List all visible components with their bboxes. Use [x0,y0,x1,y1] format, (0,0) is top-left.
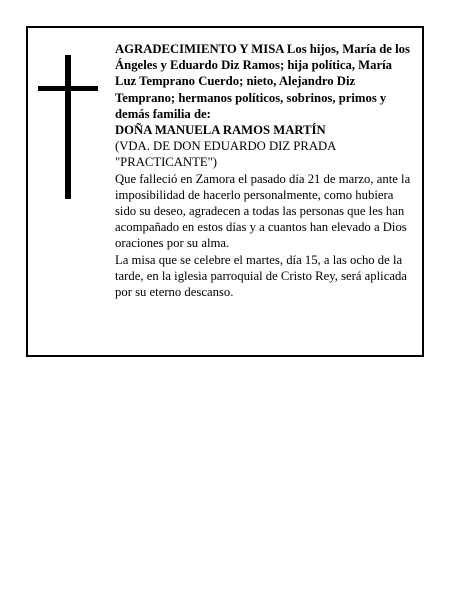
widow-line: (VDA. DE DON EDUARDO DIZ PRADA "PRACTICANTE") [115,139,336,170]
cross-icon [38,55,98,199]
deceased-name: DOÑA MANUELA RAMOS MARTÍN [115,123,326,138]
notice-text [115,41,415,300]
cross-vertical-bar [65,55,71,199]
gratitude-paragraph: Que falleció en Zamora el pasado día 21 de marzo, ante la imposibilidad de hacerlo personalmente, como hubiera sido su deseo, agradecen a todas las personas que les han acompañado en estos días y a cuantos han elevado a Dios oraciones por su alma. [115,171,411,251]
mass-paragraph: La misa que se celebre el martes, día 15, a las ocho de la tarde, en la iglesia parroquial de Cristo Rey, será aplicada por su eterno descanso. [115,252,407,300]
notice-intro: AGRADECIMIENTO Y MISA Los hijos, María de los Ángeles y Eduardo Diz Ramos; hija política, María Luz Temprano Cuerdo; nieto, Alejandro Diz Temprano; hermanos políticos, sobrinos, primos y demás familia de: [115,42,410,121]
obituary-notice [26,26,424,357]
cross-horizontal-bar [38,86,98,91]
